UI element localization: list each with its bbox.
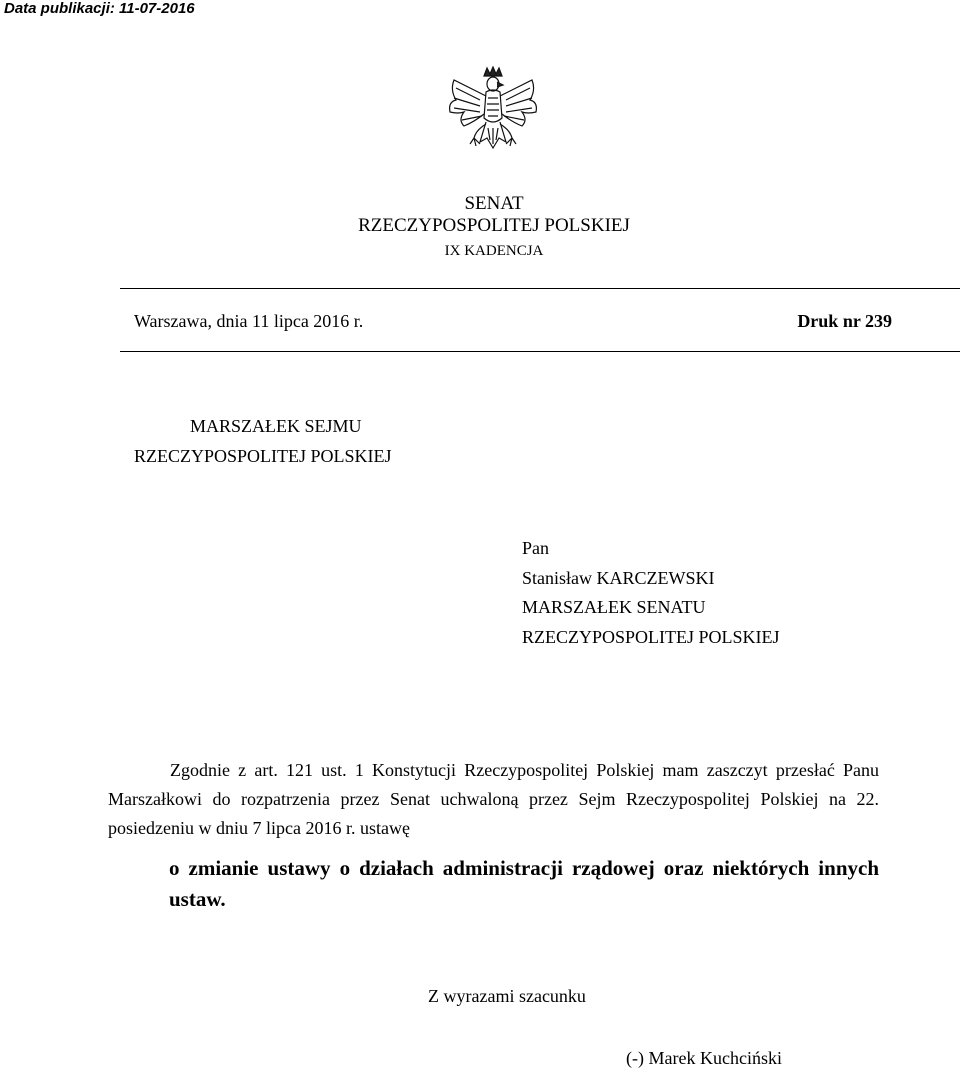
sender-line-1: MARSZAŁEK SEJMU — [190, 416, 362, 436]
body-paragraph-text: Zgodnie z art. 121 ust. 1 Konstytucji Rzeczypospolitej Polskiej mam zaszczyt przesłać Panu Marszałkowi do rozpatrzenia przez Senat uchwaloną przez Sejm Rzeczypospolitej Polskiej na 22. posiedzeniu w dniu 7 lipca 2016 r. ustawę — [108, 760, 879, 838]
publication-date: Data publikacji: 11-07-2016 — [4, 0, 195, 17]
header-country: RZECZYPOSPOLITEJ POLSKIEJ — [358, 215, 630, 236]
recipient-salutation: Pan — [522, 538, 549, 558]
divider-top — [120, 288, 960, 289]
body-paragraph — [108, 756, 879, 843]
sender-line-2: RZECZYPOSPOLITEJ POLSKIEJ — [134, 446, 392, 466]
closing-regards: Z wyrazami szacunku — [428, 986, 586, 1006]
polish-eagle-emblem-icon — [440, 66, 546, 162]
print-number: Druk nr 239 — [797, 311, 892, 331]
place-date: Warszawa, dnia 11 lipca 2016 r. — [134, 311, 364, 331]
recipient-country: RZECZYPOSPOLITEJ POLSKIEJ — [522, 627, 780, 647]
act-title: o zmianie ustawy o działach administracji rządowej oraz niektórych innych ustaw. — [169, 856, 879, 911]
recipient-title: MARSZAŁEK SENATU — [522, 597, 706, 617]
header-senat: SENAT — [464, 193, 524, 214]
divider-bottom — [120, 351, 960, 352]
signature: (-) Marek Kuchciński — [626, 1048, 782, 1068]
header-term: IX KADENCJA — [444, 243, 544, 259]
recipient-name: Stanisław KARCZEWSKI — [522, 568, 715, 588]
